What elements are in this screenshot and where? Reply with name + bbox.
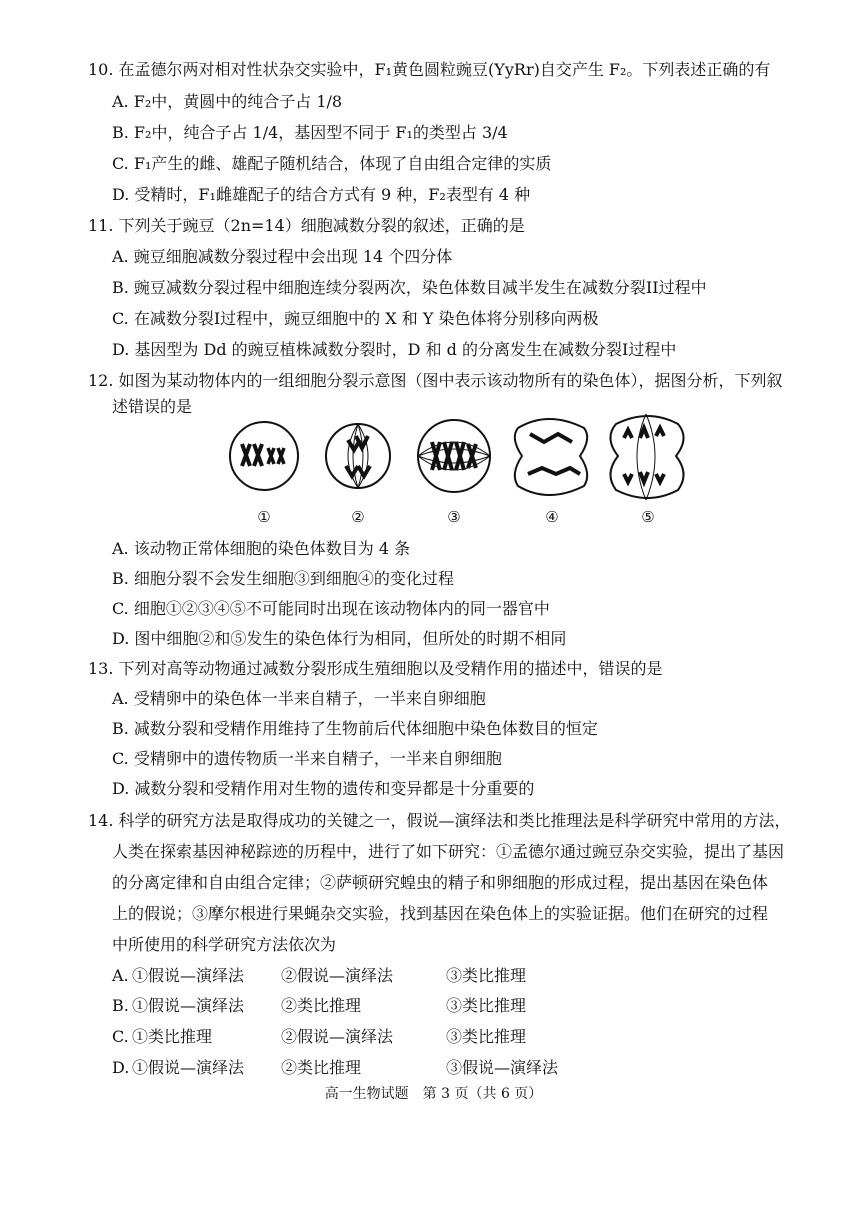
q14-stem-line3: 的分离定律和自由组合定律；②萨顿研究蝗虫的精子和卵细胞的形成过程，提出基因在染色体: [112, 873, 769, 892]
q14-stem-line1: 14. 科学的研究方法是取得成功的关键之一，假说—演绎法和类比推理法是科学研究中常用的方法，: [88, 811, 791, 830]
q13-option-b: B. 减数分裂和受精作用维持了生物前后代体细胞中染色体数目的恒定: [112, 719, 598, 738]
cell-3-chromosome: [468, 444, 476, 468]
q12-option-d: D. 图中细胞②和⑤发生的染色体行为相同，但所处的时期不相同: [112, 629, 567, 648]
cell-1-chromosome: [278, 448, 284, 464]
q13-option-c: C. 受精卵中的遗传物质一半来自精子，一半来自卵细胞: [112, 749, 502, 768]
cell-label-2: ②: [351, 508, 365, 526]
cell-label-5: ⑤: [641, 508, 655, 526]
cell-5-spindle: [637, 414, 655, 500]
page-footer: 高一生物试题 第 3 页（共 6 页）: [324, 1086, 543, 1102]
q11-option-c: C. 在减数分裂I过程中，豌豆细胞中的 X 和 Y 染色体将分别移向两极: [112, 309, 599, 328]
q12-option-a: A. 该动物正常体细胞的染色体数目为 4 条: [112, 539, 411, 558]
cell-5-chromosome: [640, 472, 648, 482]
cell-division-diagram: [228, 408, 708, 508]
q10-option-d: D. 受精时，F₁雌雄配子的结合方式有 9 种，F₂表型有 4 种: [112, 185, 531, 204]
q12-option-b: B. 细胞分裂不会发生细胞③到细胞④的变化过程: [112, 569, 454, 588]
q14-stem-line5: 中所使用的科学研究方法依次为: [112, 935, 337, 954]
q14-stem-line2: 人类在探索基因神秘踪迹的历程中，进行了如下研究：①孟德尔通过豌豆杂交实验，提出了基因: [112, 842, 785, 861]
cell-label-1: ①: [257, 508, 271, 526]
cell-2-membrane: [326, 424, 390, 488]
cell-5-chromosome: [640, 428, 648, 438]
cell-1-membrane: [230, 422, 298, 490]
cell-4-chromosome: [528, 468, 580, 474]
exam-page: 10. 在孟德尔两对相对性状杂交实验中，F₁黄色圆粒豌豆(YyRr)自交产生 F₂。下列表述正确的有 A. F₂中，黄圆中的纯合子占 1/8 B. F₂中，纯合子占 1/4，基因型不同于 F₁的类型占 3/4 C. F₁产生的雌、雄配子随机结合，体现了自由组合定律的实质 D. 受精时，F₁雌雄配子的结合方式有 9 种，F₂表型有 4 种 11. 下列关于豌豆（2n=14）细胞减数分裂的叙述，正确的是 A. 豌豆细胞减数分裂过程中会出现 14 个四分体 B. 豌豆减数分裂过程中细胞连续分裂两次，染色体数目减半发生在减数分裂II过程中 C. 在减数分裂I过程中，豌豆细胞中的 X 和 Y 染色体将分别移向两极 D. 基因型为 Dd 的豌豆植株减数分裂时，D 和 d 的分离发生在减数分裂I过程中 12. 如图为某动物体内的一组细胞分裂示意图（图中表示该动物所有的染色体），据图分析，下列叙 述错误的是 ① ② ③ ④ ⑤ A. 该动物正常体细胞的染色体数目为 4 条 B. 细胞分裂不会发生细胞③到细胞④的变化过程 C. 细胞①②③④⑤不可能同时出现在该动物体内的同一器官中 D. 图中细胞②和⑤发生的染色体行为相同，但所处的时期不相同 13. 下列对高等动物通过减数分裂形成生殖细胞以及受精作用的描述中，错误的是 A. 受精卵中的染色体一半来自精子，一半来自卵细胞 B. 减数分裂和受精作用维持了生物前后代体细胞中染色体数目的恒定 C. 受精卵中的遗传物质一半来自精子，一半来自卵细胞 D. 减数分裂和受精作用对生物的遗传和变异都是十分重要的 14. 科学的研究方法是取得成功的关键之一，假说—演绎法和类比推理法是科学研究中常用的方法， 人类在探索基因神秘踪迹的历程中，进行了如下研究：①孟德尔通过豌豆杂交实验，提出了基因 的分离定律和自由组合定律；②萨顿研究蝗虫的精子和卵细胞的形成过程，提出基因在染色体 上的假说；③摩尔根进行果蝇杂交实验，找到基因在染色体上的实验证据。他们在研究的过程 中所使用的科学研究方法依次为 A. ①假说—演绎法 ②假说—演绎法 ③类比推理 B. ①假说—演绎法 ②类比推理 ③类比推理 C. ①类比推理 ②假说—演绎法 ③类比推理 D. ①假说—演绎法 ②类比推理 ③假说—演绎法 高一生物试题 第 3 页（共 6 页）: [0, 0, 867, 1227]
q12-stem-line2: 述错误的是: [112, 397, 193, 416]
cell-label-3: ③: [447, 508, 461, 526]
q13-option-d: D. 减数分裂和受精作用对生物的遗传和变异都是十分重要的: [112, 779, 535, 798]
q13-stem: 13. 下列对高等动物通过减数分裂形成生殖细胞以及受精作用的描述中，错误的是: [88, 659, 663, 678]
cell-2-chromosome: [358, 466, 370, 476]
cell-1-chromosome: [268, 448, 274, 464]
cell-3-membrane: [418, 420, 490, 492]
cell-3-chromosome: [444, 442, 452, 470]
q11-option-b: B. 豌豆减数分裂过程中细胞连续分裂两次，染色体数目减半发生在减数分裂II过程中: [112, 278, 707, 297]
cell-5-chromosome: [624, 430, 632, 438]
cell-3-chromosome: [456, 442, 464, 470]
cell-5-membrane: [610, 416, 683, 498]
cell-4-membrane: [515, 419, 587, 495]
cell-5-chromosome: [624, 474, 632, 482]
q11-stem: 11. 下列关于豌豆（2n=14）细胞减数分裂的叙述，正确的是: [88, 216, 525, 235]
cell-3-chromosome: [432, 442, 440, 470]
cell-3-spindle: [418, 442, 490, 470]
q11-option-d: D. 基因型为 Dd 的豌豆植株减数分裂时，D 和 d 的分离发生在减数分裂I过程中: [112, 340, 677, 359]
cell-1-chromosome: [254, 444, 262, 466]
q11-option-a: A. 豌豆细胞减数分裂过程中会出现 14 个四分体: [112, 247, 453, 266]
q10-stem: 10. 在孟德尔两对相对性状杂交实验中，F₁黄色圆粒豌豆(YyRr)自交产生 F₂。下列表述正确的有: [88, 60, 771, 79]
cell-label-4: ④: [545, 508, 559, 526]
cell-division-figure: [228, 408, 708, 530]
q14-stem-line4: 上的假说；③摩尔根进行果蝇杂交实验，找到基因在染色体上的实验证据。他们在研究的过程: [112, 904, 769, 923]
q10-option-a: A. F₂中，黄圆中的纯合子占 1/8: [112, 92, 343, 111]
q10-option-b: B. F₂中，纯合子占 1/4，基因型不同于 F₁的类型占 3/4: [112, 123, 508, 142]
q10-option-c: C. F₁产生的雌、雄配子随机结合，体现了自由组合定律的实质: [112, 154, 552, 173]
q13-option-a: A. 受精卵中的染色体一半来自精子，一半来自卵细胞: [112, 689, 486, 708]
cell-2-chromosome: [346, 466, 358, 476]
cell-4-chromosome: [530, 434, 572, 442]
cell-1-chromosome: [242, 444, 250, 466]
q12-option-c: C. 细胞①②③④⑤不可能同时出现在该动物体内的同一器官中: [112, 599, 550, 618]
cell-5-chromosome: [656, 474, 664, 482]
cell-5-chromosome: [656, 428, 664, 436]
cell-2-spindle: [348, 424, 368, 488]
q12-stem-line1: 12. 如图为某动物体内的一组细胞分裂示意图（图中表示该动物所有的染色体），据图分析，下列叙: [88, 371, 783, 390]
